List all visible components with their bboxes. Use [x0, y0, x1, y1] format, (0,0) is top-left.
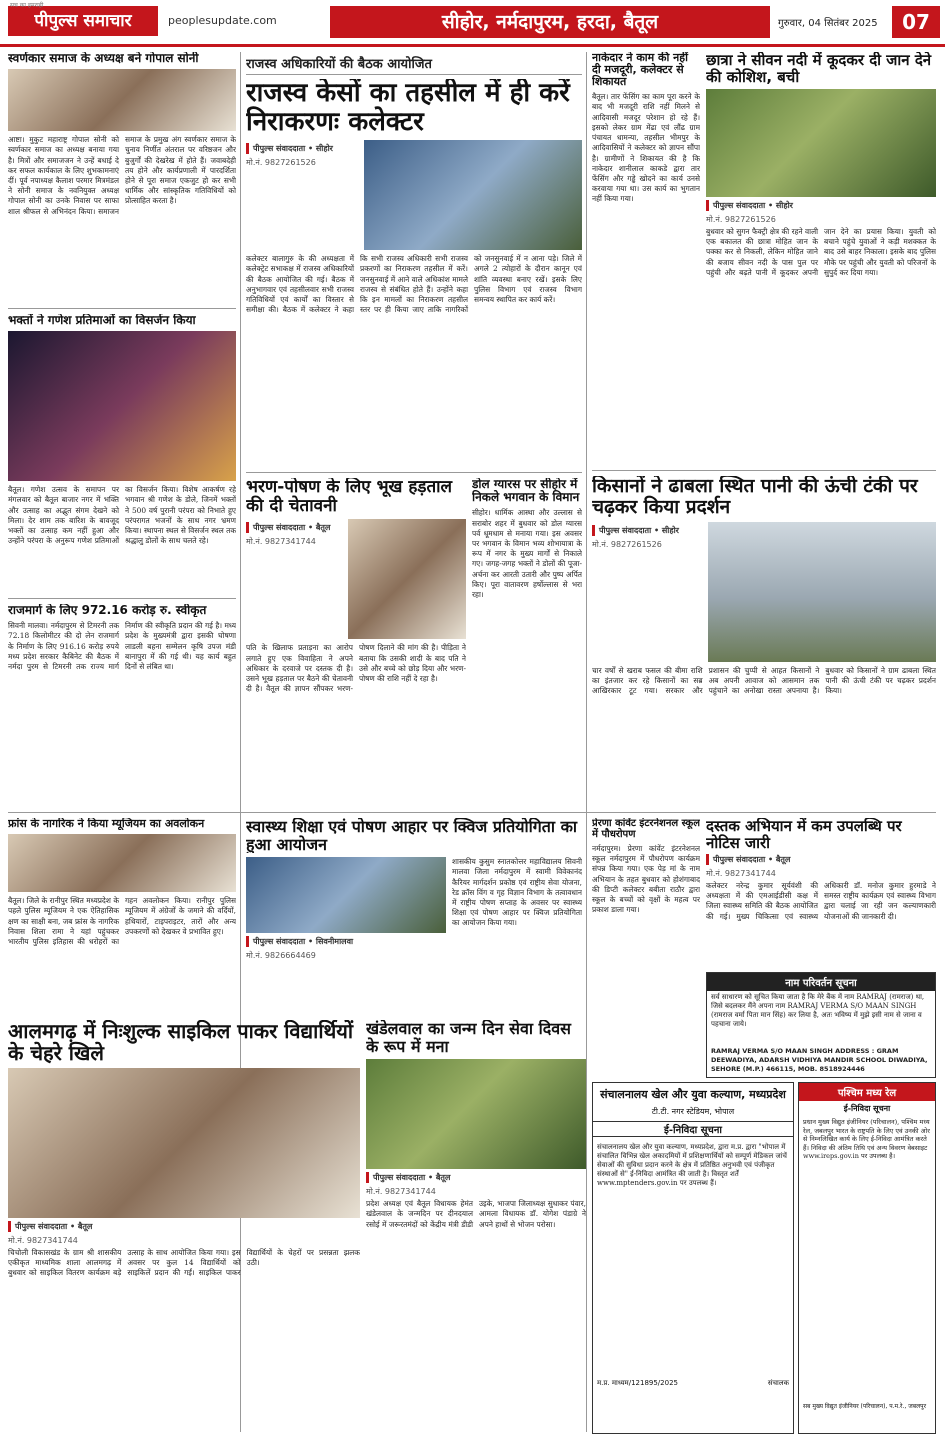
- article-cycle-distribution: [8, 1020, 360, 1432]
- ad-ref: म.प्र. माध्यम/121895/2025: [597, 1379, 678, 1387]
- article-chhatra-seevan: [706, 52, 936, 468]
- logo-tagline: सच का हमराही: [10, 2, 44, 9]
- mobile-number: मो.नं. 9827341744: [366, 1187, 436, 1197]
- headline: नाकेदार ने काम की नहीं दी मजदूरी, कलेक्टर से शिकायत: [592, 52, 688, 89]
- byline: पीपुल्स संवाददाता • बैतूल: [246, 522, 342, 533]
- region-banner: सीहोर, नर्मदापुरम, हरदा, बैतूल: [330, 6, 770, 38]
- headline: भरण-पोषण के लिए भूख हड़ताल की दी चेतावनी: [246, 478, 453, 516]
- lead-row: [246, 140, 582, 250]
- article-body: नर्मदापुरम। प्रेरणा कांवेंट इंटरनेशनल स्कूल नर्मदापुरम में पौधरोपण कार्यक्रम संपन्न किया गया। एक पेड़ मां के नाम अभियान के तहत बुधवार को होशंगाबाद की डिप्टी कलेक्टर बबीता राठौर द्वारा स्कूल के बच्चों को वृक्षों के महत्व पर प्रकाश डाला गया।: [592, 844, 700, 915]
- sports-tender-ad: [592, 1082, 794, 1434]
- article-body: कलेक्टर बालागुरु के की अध्यक्षता में कलेक्ट्रेट सभाकक्ष में राजस्व अधिकारियों की बैठक आयोजित की गई। बैठक में अनुभागवार एवं तहसीलवार सभी राजस्व गतिविधियों एवं कार्यों का विस्तार से समीक्षा की। बैठक में कलेक्टर ने कहा कि सभी राजस्व अधिकारी सभी राजस्व प्रकरणों का निराकरण तहसील में करें। जनसुनवाई में आने वाले अधिकांश मामले राजस्व से संबंधित होते हैं। उन्होंने कहा कि इन मामलों का निराकरण तहसील स्तर पर ही किया जाए ताकि नागरिकों को जनसुनवाई में न आना पड़े। जिले में अगले 2 त्योहारों के दौरान कानून एवं शांति व्यवस्था बनाए रखें। इसके लिए पुलिस विभाग एवं राजस्व विभाग समन्वय स्थापित कर कार्य करें।: [246, 254, 582, 315]
- headline: प्रेरणा कांवेंट इंटरनेशनल स्कूल में पौधरोपण: [592, 818, 700, 840]
- article-body: प्रदेश अध्यक्ष एवं बैतूल विधायक हेमंत खंडेलवाल के जन्मदिन पर दीनदयाल रसोई में जरूरतमंदों को केंद्रीय मंत्री डीडी उइके, भाजपा जिलाध्यक्ष सुधाकर पंवार, आमला विधायक डॉ. योगेश पंडाग्रे ने अपने हाथों से भोजन परोसा।: [366, 1199, 586, 1229]
- photo-museum: [8, 834, 236, 892]
- kicker: राजस्व अधिकारियों की बैठक आयोजित: [246, 52, 582, 75]
- headline: किसानों ने ढाबला स्थित पानी की ऊंची टंकी पर चढ़कर किया प्रदर्शन: [592, 476, 918, 518]
- article-body: चार वर्षों से खराब फसल की बीमा राशि का इंतजार कर रहे किसानों का सब्र आखिरकार टूट गया। सरकार और प्रशासन की चुप्पी से आहत किसानों ने अब अपनी आवाज को आसमान तक पहुंचाने का अनोखा रास्ता अपनाया है। बुधवार को किसानों ने ग्राम ढाबला स्थित पानी की ऊंची टंकी पर चढ़कर प्रदर्शन किया।: [592, 665, 936, 696]
- mobile-number: मो.नं. 9827261526: [246, 158, 316, 168]
- article-nakedar: [592, 52, 700, 468]
- article-body: पति के खिलाफ प्रताड़ना का आरोप लगाते हुए एक विवाहिता ने अपने अधिकार के दरवाजे पर दस्तक दी है। उसने भूख हड़ताल पर बैठने की चेतावनी दी है। वैतूल की ज्ञापन सौंपकर भरण-पोषण दिलाने की मांग की है। पीड़िता ने बताया कि उसकी शादी के बाद पति ने उसे और बच्चे को छोड़ दिया और भरण-पोषण की राशि नहीं दे रहा है।: [246, 643, 466, 694]
- byline: पीपुल्स संवाददाता • सिवनीमालवा: [246, 936, 582, 947]
- website-link[interactable]: peoplesupdate.com: [168, 14, 277, 27]
- railway-tender-notice: [798, 1082, 936, 1434]
- article-body: बैतूल। तार फेंसिंग का काम पूरा करने के बाद भी मजदूरी राशि नहीं मिलने से आदिवासी मजदूर परेशान हो रहे हैं। इसको लेकर ग्राम मेंढा एवं लौंढ ग्राम पंचायत धामन्या, तहसील भीमपुर के आदिवासियों ने कलेक्टर को ज्ञापन सौंपा है। ग्रामीणों ने शिकायत की है कि नाकेदार शानीलाल काकडे द्वारा तार फेंसिंग और गड्ढे खोदने का कार्य उनसे करवाया गया था। उस कार्य का भुगतान नहीं किया गया।: [592, 92, 700, 204]
- article-body: सीहोर। धार्मिक आस्था और उल्लास से सराबोर शहर में बुधवार को डोल ग्यारस पर्व धूमधाम से मनाया गया। इस अवसर पर भगवान के विमान भव्य शोभायात्रा के रूप में नगर के मुख्य मार्गों से निकाले गए। जगह-जगह भक्तों ने डोलों की पूजा-अर्चना कर आरती उतारी और पुष्प अर्पित किए। पूरा वातावरण हर्षोल्लास से भरा रहा।: [472, 508, 582, 599]
- article-france-museum: [8, 818, 236, 1014]
- headline: राजमार्ग के लिए 972.16 करोड़ रु. स्वीकृत: [8, 604, 207, 617]
- article-prerna-school: [592, 818, 700, 1014]
- ad-body: संचालनालय खेल और युवा कल्याण, मध्यप्रदेश, द्वारा म.प्र. द्वारा "भोपाल में संचालित विभिन्न खेल अकादमियों में प्रशिक्षणार्थियों को सम्पूर्ण मेडिकल जांचें सेवाओं की सुविधा प्रदान करने के क्षेत्र में प्रतिष्ठित अनुभवी एवं पंजीकृत संस्थाओं से" ई-निविदा आमंत्रित की जाती है। विस्तृत शर्तें www.mptenders.gov.in पर उपलब्ध हैं।: [597, 1143, 787, 1187]
- ad-footer: [593, 1377, 793, 1390]
- notice-subtitle: ई-निविदा सूचना: [843, 1104, 891, 1113]
- byline-row: [246, 519, 466, 639]
- photo-woman-child: [348, 519, 466, 639]
- headline: स्वास्थ्य शिक्षा एवं पोषण आहार पर क्विज प्रतियोगिता का हुआ आयोजन: [246, 818, 578, 854]
- name-change-notice: [706, 972, 936, 1078]
- mobile-number: मो.नं. 9827341744: [246, 537, 316, 547]
- photo-row: [246, 857, 582, 933]
- headline: फ्रांस के नागरिक ने किया म्यूजियम का अवलोकन: [8, 818, 205, 830]
- mobile-number: मो.नं. 9827341744: [8, 1236, 78, 1245]
- page-number: 07: [892, 6, 940, 38]
- article-khandelwal: [366, 1020, 586, 1432]
- ad-sign: संचालक: [767, 1379, 789, 1387]
- article-dastak-abhiyan: [706, 818, 936, 968]
- byline: पीपुल्स संवाददाता • सीहोर: [246, 143, 358, 154]
- photo-cycles: [8, 1068, 360, 1218]
- byline: पीपुल्स संवाददाता • सीहोर: [592, 525, 702, 536]
- byline-block: [246, 519, 342, 639]
- article-rajasv-baithak: [246, 52, 582, 472]
- byline: पीपुल्स संवाददाता • सीहोर: [706, 200, 936, 211]
- ad-title: संचालनालय खेल और युवा कल्याण, मध्यप्रदेश: [600, 1088, 786, 1101]
- divider: [8, 308, 236, 309]
- ad-subtitle: टी.टी. नगर स्टेडियम, भोपाल: [651, 1107, 735, 1116]
- article-body: चिचोली विकासखंड के ग्राम श्री शासकीय एकीकृत माध्यमिक शाला आलमगढ़ में बुधवार को साइकिल वितरण कार्यक्रम बड़े उत्साह के साथ आयोजित किया गया। इस अवसर पर कुल 14 विद्यार्थियों को साइकिलें प्रदान की गईं। साइकिल पाकर विद्यार्थियों के चेहरों पर प्रसन्नता झलक उठी।: [8, 1248, 360, 1278]
- article-dol-gyaras: [472, 478, 582, 808]
- byline: पीपुल्स संवाददाता • बैतूल: [706, 854, 936, 865]
- masthead: [0, 0, 945, 47]
- mobile-number: मो.नं. 9827261526: [592, 539, 662, 549]
- article-body: कलेक्टर नरेन्द्र कुमार सूर्यवंशी की अध्यक्षता में की एमआईडीसी कक्ष में जिला स्वास्थ्य समिति की बैठक आयोजित की गई। मुख्य चिकित्सा एवं स्वास्थ्य अधिकारी डॉ. मनोज कुमार हुरमाडे ने समस्त राष्ट्रीय कार्यक्रम एवं स्वास्थ्य विभाग द्वारा चलाई जा रही जन कल्याणकारी योजनाओं की जानकारी दी।: [706, 881, 936, 921]
- notice-body: सर्व साधारण को सूचित किया जाता है कि मेरे बैंक में नाम RAMRAJ (रामराज) था, जिसे बदलकर मैंने अपना नाम RAMRAJ VERMA S/O MAAN SINGH (रामराज वर्मा पिता मान सिंह) कर लिया है, अतः भविष्य में मुझे इसी नाम से जाना व पहचाना जाये।: [711, 993, 925, 1028]
- photo-meeting: [364, 140, 582, 250]
- headline: आलमगढ़ में निःशुल्क साइकिल पाकर विद्यार्थियों के चेहरे खिले: [8, 1020, 354, 1064]
- notice-body: प्रधान मुख्य विद्युत इंजीनियर (परिचालन), पश्चिम मध्य रेल, जबलपुर भारत के राष्ट्रपति के लिए एवं उनकी ओर से निम्नलिखित कार्य के लिए ई-निविदा आमंत्रित करते हैं। निविदा की अंतिम तिथि एवं अन्य विवरण वेबसाइट www.ireps.gov.in पर उपलब्ध है।: [803, 1118, 930, 1160]
- photo-felicitation: [8, 69, 236, 131]
- newspaper-logo[interactable]: पीपुल्स समाचार: [8, 6, 158, 36]
- mobile-number: मो.नं. 9827341744: [706, 869, 776, 878]
- article-ganesh-visarjan: [8, 314, 236, 594]
- headline: खंडेलवाल का जन्म दिन सेवा दिवस के रूप में मना: [366, 1020, 571, 1056]
- mobile-number: मो.नं. 9827261526: [706, 215, 776, 224]
- article-body: आष्टा। मुकुट महाराष्ट्र गोपाल सोनी को स्वर्णकार समाज का अध्यक्ष बनाया गया है। मित्रों और समाजजन ने उन्हें बधाई दे कर सफल कार्यकाल के लिए शुभकामनाएं दीं। पूर्व नपाध्यक्ष कैलाश परमार मित्रमंडल ने सोनी समाज के नवनियुक्त अध्यक्ष गोपाल सोनी का उनके निवास पर साफा शाल श्रीफल से अभिनंदन किया। समाजन समाज के प्रमुख अंग स्वर्णकार समाज के चुनाव निर्णीत अंतराल पर वरिष्ठजन और बुजुर्गों की देखरेख में होते हैं। जवाबदेही तय होने और कार्यप्रणाली में पारदर्शिता होने से पूरा समाज एकजुट हो कर सभी धार्मिक और सांस्कृतिक गतिविधियों को प्रोत्साहित करता है।: [8, 135, 236, 216]
- article-body: बैतूल। जिले के रानीपुर स्थित मध्यप्रदेश के पहले पुलिस म्यूजियम ने एक ऐतिहासिक क्षण का साक्षी बना, जब फ्रांस के नागरिक निवास शिला रामा ने यहां पहुंचकर भारतीय पुलिस इतिहास की धरोहरों का गहन अवलोकन किया। रानीपुर पुलिस म्यूजियम में अंग्रेजों के जमाने की वर्दियों, हथियारों, टाइपराइटर, तारों और अन्य उपकरणों को देखकर वे प्रभावित हुए।: [8, 896, 236, 946]
- divider: [592, 470, 936, 471]
- byline-block: [246, 140, 358, 250]
- ad-label: ई-निविदा सूचना: [593, 1121, 793, 1137]
- article-kisan-tanki: [592, 476, 936, 806]
- article-body: बैतूल। गणेश उत्सव के समापन पर मंगलवार को बैतूल बाजार नगर में भक्ति और उत्साह का अद्भुत संगम देखने को मिला। देर शाम तक बारिश के बावजूद भक्तों का उत्साह कम नहीं हुआ और उन्होंने परंपरा के अनुरूप गणेश प्रतिमाओं का विसर्जन किया। विशेष आकर्षण रहे भगवान श्री गणेश के डोले, जिनमें भक्तों ने 500 वर्ष पुरानी परंपरा को निभाते हुए परंपरागत भजनों के साथ नगर भ्रमण किया। स्थापना स्थल से विसर्जन स्थल तक श्रद्धालु डोलों के साथ चलते रहे।: [8, 485, 236, 546]
- photo-visarjan: [8, 331, 236, 481]
- photo-water-tank: [708, 522, 936, 662]
- byline: पीपुल्स संवाददाता • बैतूल: [8, 1221, 360, 1232]
- mobile-number: मो.नं. 9826664469: [246, 951, 316, 961]
- headline: डोल ग्यारस पर सीहोर में निकले भगवान के विमान: [472, 478, 580, 505]
- photo-seva-diwas: [366, 1059, 586, 1169]
- divider: [246, 472, 582, 473]
- headline: राजस्व केसों का तहसील में ही करें निराकरणः कलेक्टर: [246, 79, 570, 137]
- article-swarnakar: [8, 52, 236, 302]
- column-divider: [586, 52, 587, 1432]
- notice-address: RAMRAJ VERMA S/O MAAN SINGH ADDRESS : GRAM DEEWADIYA, ADARSH VIDHIYA MANDIR SCHOOL DIWADIYA, SEHORE (M.P.) 466115, MOB. 8518924446: [711, 1047, 928, 1073]
- notice-title: नाम परिवर्तन सूचना: [707, 973, 935, 991]
- headline: छात्रा ने सीवन नदी में कूदकर दी जान देने की कोशिश, बची: [706, 52, 932, 85]
- headline: भक्तों ने गणेश प्रतिमाओं का विसर्जन किया: [8, 314, 196, 327]
- article-bhookh-hadtal: [246, 478, 466, 808]
- byline-block: [592, 522, 702, 662]
- byline-row: [592, 522, 936, 662]
- headline: दस्तक अभियान में कम उपलब्धि पर नोटिस जारी: [706, 818, 902, 851]
- notice-title: पश्चिम मध्य रेल: [799, 1083, 935, 1101]
- notice-footer: सब मुख्य विद्युत इंजीनियर (परिचालन), प.म.रे., जबलपुर: [803, 1403, 927, 1410]
- headline: स्वर्णकार समाज के अध्यक्ष बने गोपाल सोनी: [8, 52, 199, 65]
- divider: [8, 812, 936, 813]
- issue-date: गुरुवार, 04 सितंबर 2025: [778, 18, 878, 29]
- article-rajmarg: [8, 604, 236, 804]
- photo-quiz-group: [246, 857, 446, 933]
- photo-rescue: [706, 89, 936, 197]
- article-body: बुधवार को सुगन फैक्ट्री क्षेत्र की रहने वाली एक बकालत की छात्रा मोहित जान के पक्का कर से निकली, लेकिन मोहित जाने की बजाय सीवन नदी के पास पुल पर पहुंची और बढ़ते पानी में कूदकर अपनी जान देने का प्रयास किया। युवती को बचाने पहुंचे युवाओं ने कड़ी मशक्कत के बाद उसे बाहर निकाला। इसके बाद पुलिस मौके पर पहुंची और युवती को परिजनों के सुपुर्द कर दिया गया।: [706, 227, 936, 277]
- divider: [8, 598, 236, 599]
- article-body: सिवनी मालवा। नर्मदापुरम से टिमरनी तक 72.18 किलोमीटर की दो लेन राजमार्ग के निर्माण के लिए 916.16 करोड़ रुपये मध्य प्रदेश सरकार कैबिनेट की बैठक में नर्मदा पुरम से टिमरनी तक राज्य मार्ग निर्माण की स्वीकृति प्रदान की गई है। मध्य प्रदेश के मुख्यमंत्री द्वारा इसकी घोषणा लाडली बहना सम्मेलन कृषि उपज मंडी बानापुरा में की गई थी। यह कार्य बहुत दिनों से लंबित था।: [8, 621, 236, 671]
- article-body: शासकीय कुसुम स्नातकोत्तर महाविद्यालय सिवनी मालवा जिला नर्मदापुरम में स्वामी विवेकानंद कैरियर मार्गदर्शन प्रकोष्ठ एवं राष्ट्रीय सेवा योजना, रेड क्रॉस विंग व गृह विज्ञान विभाग के तत्वावधान में राष्ट्रीय पोषण सप्ताह के अवसर पर स्वास्थ्य शिक्षा एवं पोषण आहार पर क्विज प्रतियोगिता का आयोजन किया गया।: [452, 857, 582, 928]
- byline: पीपुल्स संवाददाता • बैतूल: [366, 1172, 586, 1183]
- article-quiz: [246, 818, 582, 1014]
